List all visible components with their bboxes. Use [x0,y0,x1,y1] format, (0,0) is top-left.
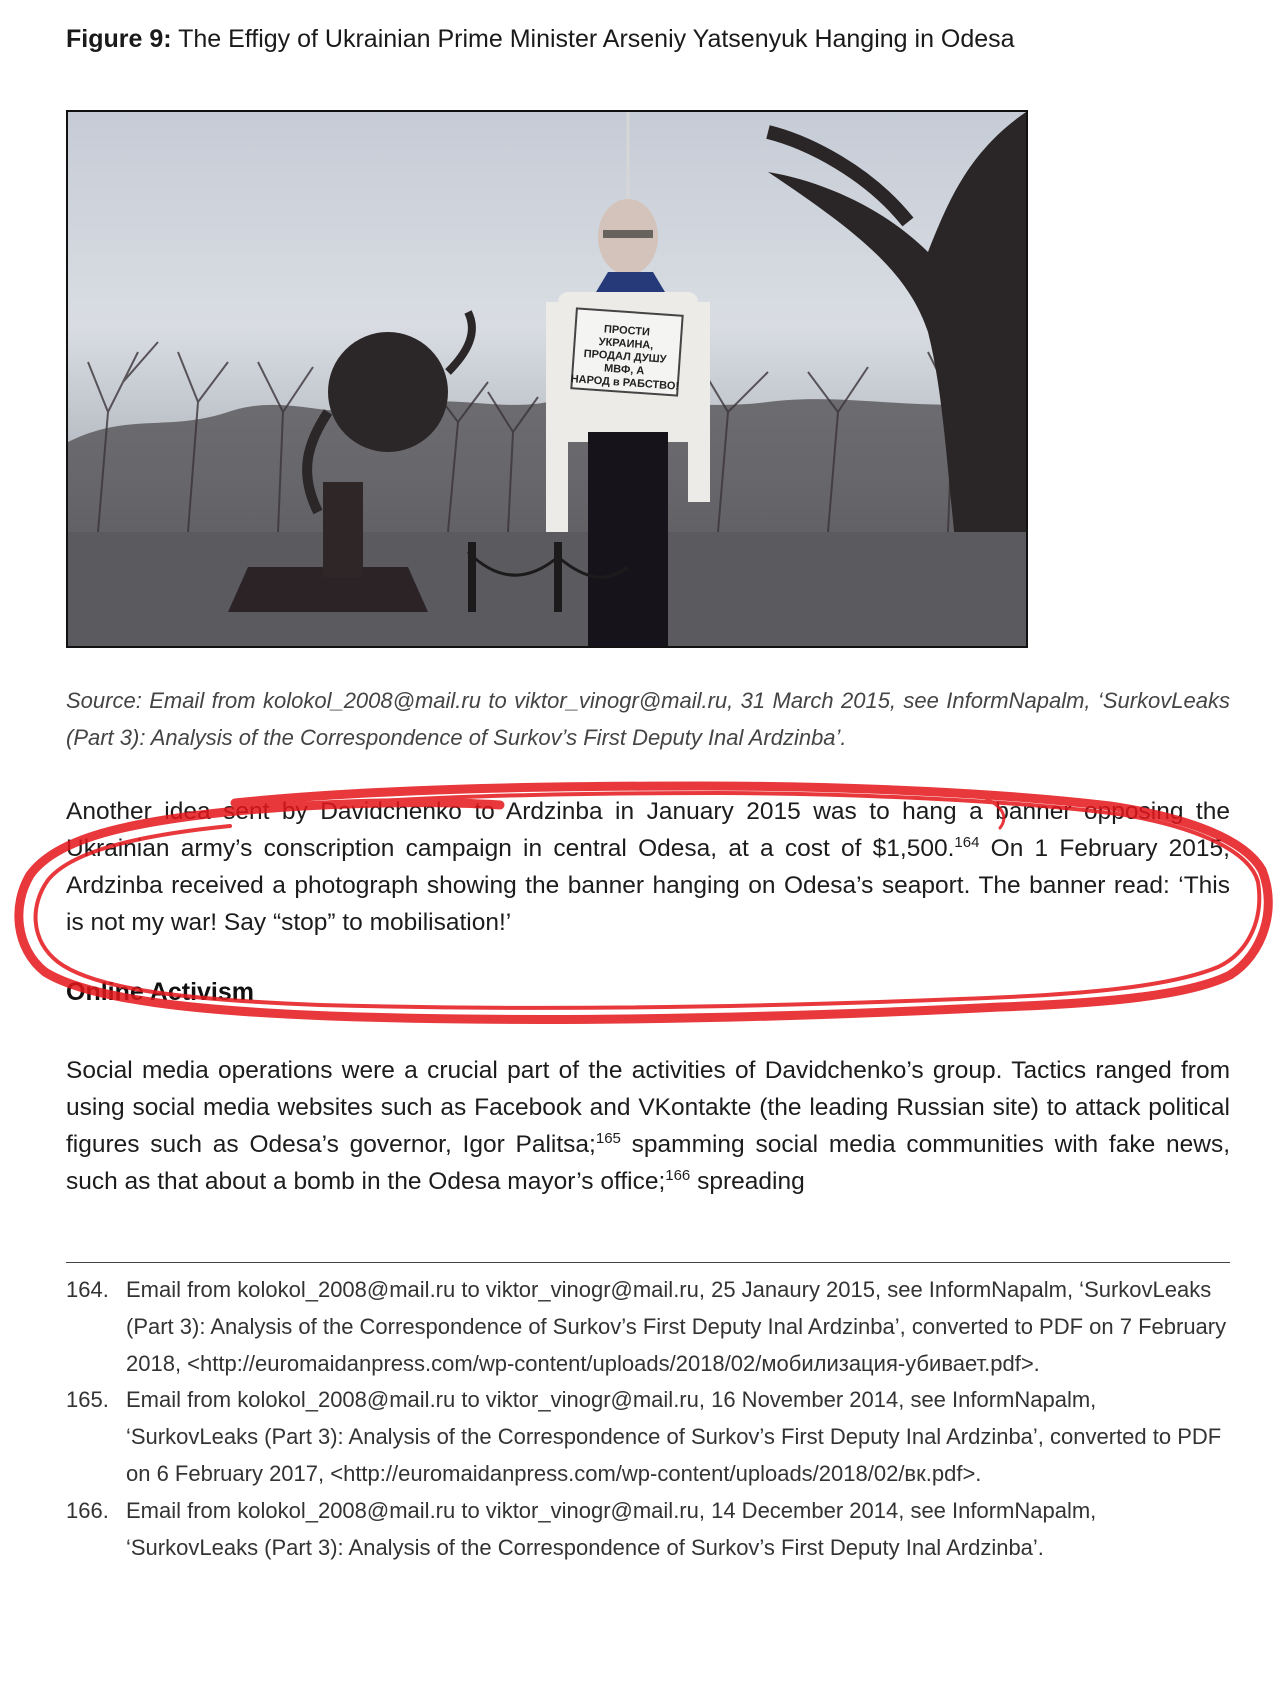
paragraph-social-text-a: Social media operations were a crucial part of the activities of Davidchenko’s group. Tactics ranged from using social media websites such as Facebook and VKontakte (the leading Russian site) to attack political figures such as Odesa’s governor, Igor Palitsa; [66,1057,1230,1158]
footnote-number: 166. [66,1497,109,1523]
figure-source: Source: Email from kolokol_2008@mail.ru to viktor_vinogr@mail.ru, 31 March 2015, see InformNapalm, ‘SurkovLeaks (Part 3): Analysis of the Correspondence of Surkov’s First Deputy Inal Ardzinba’. [66,688,1230,750]
footnote-ref-165[interactable]: 165 [595,1130,621,1147]
figure-title-text: The Effigy of Ukrainian Prime Minister Arseniy Yatsenyuk Hanging in Odesa [171,25,1015,53]
paragraph-banner-text-a: Another idea sent by Davidchenko to Ardzinba in January 2015 was to hang a banner opposing the Ukrainian army’s conscription campaign in central Odesa, at a cost of $1,500. [66,798,1230,862]
figure-label: Figure 9: [66,25,172,53]
figure-title [66,22,1226,56]
paragraph-social-text-c: spreading [690,1168,805,1195]
footnote-166 [66,1493,1230,1567]
footnote-divider [66,1262,1230,1263]
footnotes [66,1272,1230,1566]
footnote-text: Email from kolokol_2008@mail.ru to viktor_vinogr@mail.ru, 25 Janaury 2015, see InformNapalm, ‘SurkovLeaks (Part 3): Analysis of the Correspondence of Surkov’s First Deputy Inal Ardzinba’, converted to PDF on 7 February 2018, <http://euromaidanpress.com/wp-content/uploads/2018/02/мобилизация-убивает.pdf>. [126,1277,1227,1376]
footnote-ref-164[interactable]: 164 [954,834,980,851]
footnote-number: 164. [66,1277,109,1302]
footnote-text: Email from kolokol_2008@mail.ru to viktor_vinogr@mail.ru, 14 December 2014, see InformNapalm, ‘SurkovLeaks (Part 3): Analysis of the Correspondence of Surkov’s First Deputy Inal Ardzinba’. [126,1497,1097,1560]
paragraph-banner [66,793,1230,941]
effigy-photo [66,110,1028,648]
section-heading: Online Activism [66,978,255,1006]
paragraph-social-text-b: spamming social media communities with fake news, such as that about a bomb in the Odesa mayor’s office; [66,1131,1230,1195]
paragraph-banner-text-b: On 1 February 2015, Ardzinba received a photograph showing the banner hanging on Odesa’s seaport. The banner read: ‘This is not my war! Say “stop” to mobilisation!’ [66,835,1230,936]
footnote-165 [66,1382,1230,1492]
plaza-ground [68,532,1026,646]
footnote-164 [66,1272,1230,1382]
paragraph-social-media [66,1052,1230,1200]
sign-text: ПРОСТИ УКРАИНА, ПРОДАЛ ДУШУ МВФ, А НАРОД в РАБСТВО! [570,323,680,393]
footnote-text: Email from kolokol_2008@mail.ru to viktor_vinogr@mail.ru, 16 November 2014, see InformNapalm, ‘SurkovLeaks (Part 3): Analysis of the Correspondence of Surkov’s First Deputy Inal Ardzinba’, converted to PDF on 6 February 2017, <http://euromaidanpress.com/wp-content/uploads/2018/02/вк.pdf>. [126,1387,1222,1486]
footnote-ref-166[interactable]: 166 [665,1167,691,1184]
footnote-number: 165. [66,1387,109,1413]
